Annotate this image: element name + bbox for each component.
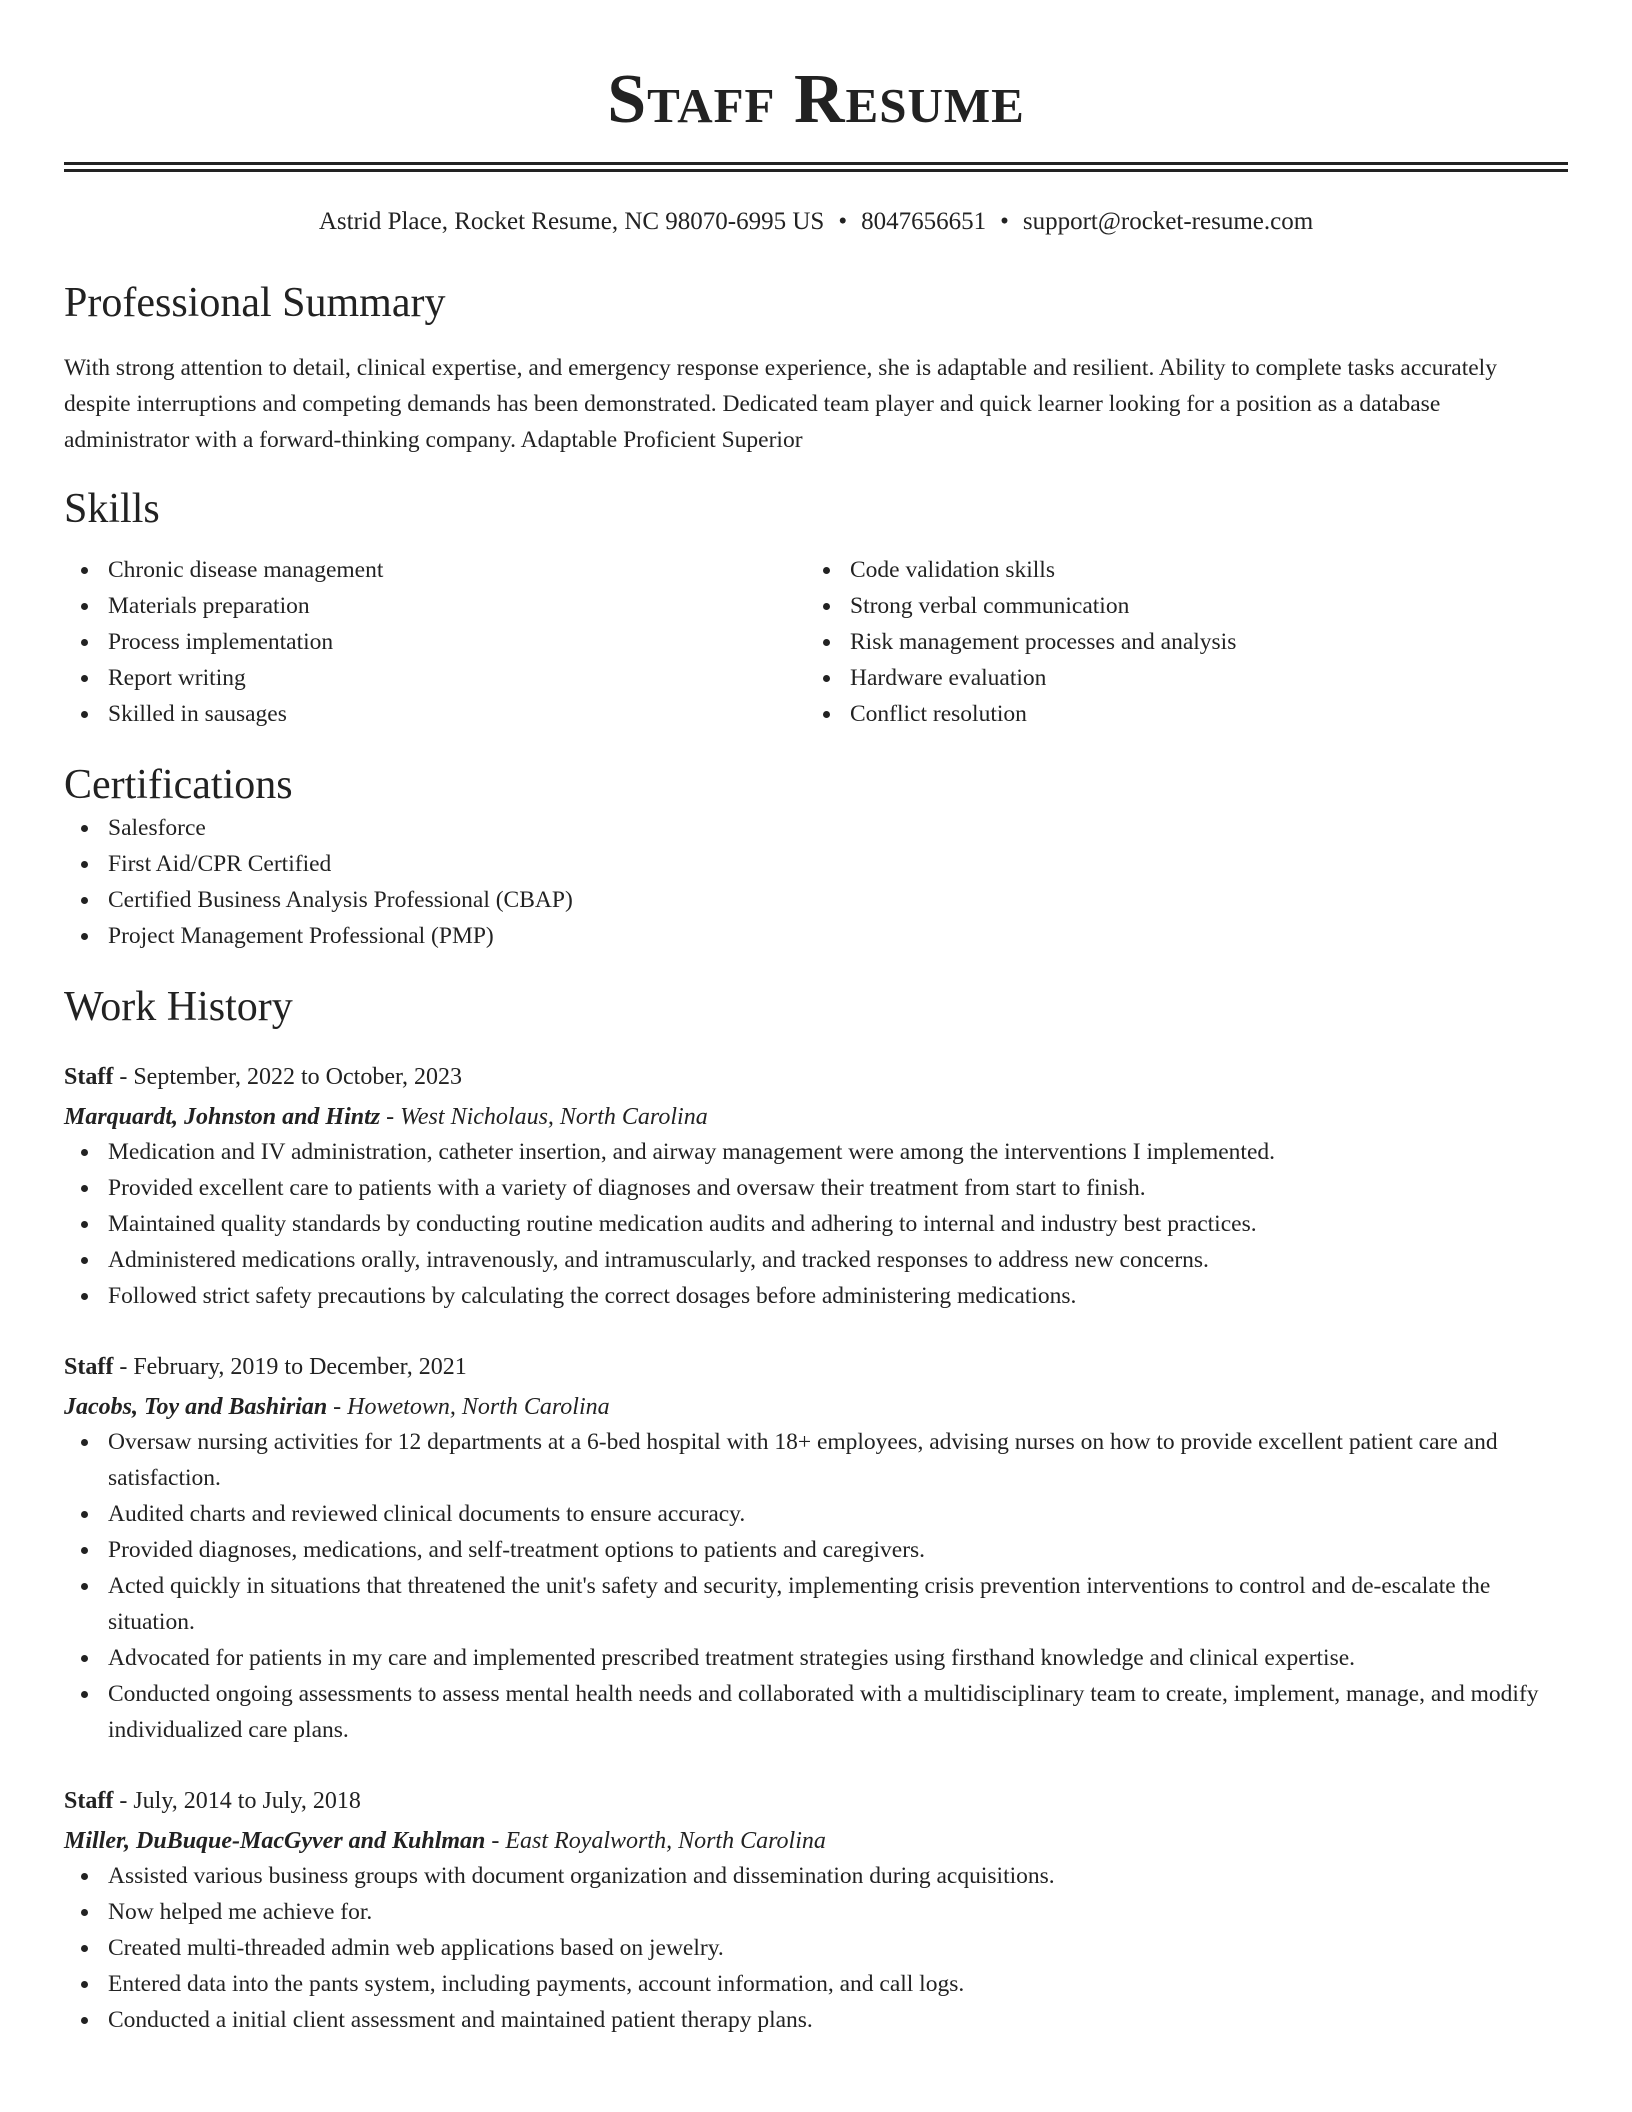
skill-item: Conflict resolution bbox=[806, 696, 1548, 732]
work-history-heading: Work History bbox=[64, 984, 293, 1030]
job-employer-line bbox=[64, 1390, 1568, 1424]
skills-heading: Skills bbox=[64, 486, 160, 532]
job-duty-item: Assisted various business groups with document organization and dissemination during acquisitions. bbox=[64, 1858, 1568, 1894]
job-dates: - July, 2014 to July, 2018 bbox=[113, 1788, 361, 1814]
bullet-dot bbox=[81, 1945, 88, 1952]
skill-item: Strong verbal communication bbox=[806, 588, 1548, 624]
job-dates: - September, 2022 to October, 2023 bbox=[113, 1064, 462, 1090]
bullet-dot bbox=[81, 1981, 88, 1988]
job-entry bbox=[64, 1060, 1568, 1314]
bullet-dot bbox=[81, 1655, 88, 1662]
job-company: Miller, DuBuque-MacGyver and Kuhlman bbox=[64, 1828, 486, 1854]
job-dates: - February, 2019 to December, 2021 bbox=[113, 1354, 467, 1380]
bullet-dot bbox=[81, 1873, 88, 1880]
bullet-dot bbox=[81, 1909, 88, 1916]
job-duty-item: Maintained quality standards by conducting routine medication audits and adhering to internal and industry best practices. bbox=[64, 1206, 1568, 1242]
job-role: Staff bbox=[64, 1354, 114, 1380]
job-company: Jacobs, Toy and Bashirian bbox=[64, 1394, 328, 1420]
certifications-list bbox=[64, 810, 1568, 954]
bullet-dot bbox=[81, 1691, 88, 1698]
certification-item: Salesforce bbox=[64, 810, 1568, 846]
job-employer-line bbox=[64, 1100, 1568, 1134]
bullet-dot bbox=[81, 1149, 88, 1156]
job-title-line bbox=[64, 1784, 1568, 1818]
bullet-dot bbox=[81, 675, 88, 682]
skill-item: Chronic disease management bbox=[64, 552, 806, 588]
bullet-dot bbox=[81, 567, 88, 574]
job-duties-list bbox=[64, 1134, 1568, 1314]
job-role: Staff bbox=[64, 1064, 114, 1090]
resume-page bbox=[64, 0, 1568, 2038]
bullet-dot bbox=[823, 603, 830, 610]
contact-address: Astrid Place, Rocket Resume, NC 98070-6995 US bbox=[318, 208, 825, 235]
contact-line bbox=[64, 206, 1568, 238]
job-duty-item: Conducted a initial client assessment and maintained patient therapy plans. bbox=[64, 2002, 1568, 2038]
skill-item: Materials preparation bbox=[64, 588, 806, 624]
bullet-dot bbox=[81, 1221, 88, 1228]
skill-item: Hardware evaluation bbox=[806, 660, 1548, 696]
bullet-dot bbox=[81, 1547, 88, 1554]
skill-item: Code validation skills bbox=[806, 552, 1548, 588]
skills-column-right bbox=[806, 552, 1548, 732]
contact-phone: 8047656651 bbox=[861, 208, 987, 235]
bullet-dot bbox=[81, 2017, 88, 2024]
certification-item: Certified Business Analysis Professional (CBAP) bbox=[64, 882, 1568, 918]
bullet-dot bbox=[823, 567, 830, 574]
bullet-dot bbox=[823, 639, 830, 646]
bullet-dot bbox=[823, 711, 830, 718]
job-duty-item: Acted quickly in situations that threatened the unit's safety and security, implementing crisis prevention interventions to control and de-escalate the situation. bbox=[64, 1568, 1568, 1640]
bullet-dot bbox=[81, 1293, 88, 1300]
summary-text: With strong attention to detail, clinical expertise, and emergency response experience, she is adaptable and resilient. Ability to complete tasks accurately despite interruptions and competing demands has been demonstrated. Dedicated team player and quick learner looking for a position as a database administrator with a forward-thinking company. Adaptable Proficient Superior bbox=[64, 355, 1497, 453]
bullet-dot bbox=[823, 675, 830, 682]
job-duties-list bbox=[64, 1424, 1568, 1748]
skill-item: Risk management processes and analysis bbox=[806, 624, 1548, 660]
bullet-dot bbox=[81, 897, 88, 904]
bullet-dot bbox=[81, 1185, 88, 1192]
job-role: Staff bbox=[64, 1788, 114, 1814]
job-title-line bbox=[64, 1060, 1568, 1094]
job-duty-item: Conducted ongoing assessments to assess mental health needs and collaborated with a multidisciplinary team to create, implement, manage, and modify individualized care plans. bbox=[64, 1676, 1568, 1748]
job-duty-item: Provided diagnoses, medications, and self-treatment options to patients and caregivers. bbox=[64, 1532, 1568, 1568]
job-location: - Howetown, North Carolina bbox=[327, 1394, 610, 1420]
bullet-dot bbox=[81, 1511, 88, 1518]
bullet-dot bbox=[81, 711, 88, 718]
contact-email[interactable]: support@rocket-resume.com bbox=[1022, 208, 1314, 235]
bullet-dot bbox=[81, 603, 88, 610]
contact-separator: • bbox=[838, 208, 848, 235]
skills-column-left bbox=[64, 552, 806, 732]
job-title-line bbox=[64, 1350, 1568, 1384]
job-duty-item: Entered data into the pants system, including payments, account information, and call logs. bbox=[64, 1966, 1568, 2002]
job-duty-item: Provided excellent care to patients with a variety of diagnoses and oversaw their treatment from start to finish. bbox=[64, 1170, 1568, 1206]
bullet-dot bbox=[81, 1439, 88, 1446]
job-duty-item: Now helped me achieve for. bbox=[64, 1894, 1568, 1930]
skill-item: Skilled in sausages bbox=[64, 696, 806, 732]
certification-item: Project Management Professional (PMP) bbox=[64, 918, 1568, 954]
job-entry bbox=[64, 1350, 1568, 1748]
resume-title: Staff Resume bbox=[607, 61, 1025, 138]
job-location: - West Nicholaus, North Carolina bbox=[380, 1104, 708, 1130]
bullet-dot bbox=[81, 861, 88, 868]
job-duty-item: Medication and IV administration, catheter insertion, and airway management were among the interventions I implemented. bbox=[64, 1134, 1568, 1170]
job-duty-item: Oversaw nursing activities for 12 departments at a 6-bed hospital with 18+ employees, advising nurses on how to provide excellent patient care and satisfaction. bbox=[64, 1424, 1568, 1496]
job-location: - East Royalworth, North Carolina bbox=[485, 1828, 826, 1854]
skills-list bbox=[64, 552, 1568, 732]
skill-item: Process implementation bbox=[64, 624, 806, 660]
certification-item: First Aid/CPR Certified bbox=[64, 846, 1568, 882]
job-duty-item: Advocated for patients in my care and implemented prescribed treatment strategies using firsthand knowledge and clinical expertise. bbox=[64, 1640, 1568, 1676]
title-double-rule bbox=[64, 162, 1568, 172]
skill-item: Report writing bbox=[64, 660, 806, 696]
bullet-dot bbox=[81, 933, 88, 940]
job-duty-item: Audited charts and reviewed clinical documents to ensure accuracy. bbox=[64, 1496, 1568, 1532]
summary-heading: Professional Summary bbox=[64, 280, 446, 326]
bullet-dot bbox=[81, 639, 88, 646]
bullet-dot bbox=[81, 825, 88, 832]
bullet-dot bbox=[81, 1257, 88, 1264]
job-employer-line bbox=[64, 1824, 1568, 1858]
contact-separator: • bbox=[1000, 208, 1009, 235]
job-duty-item: Administered medications orally, intravenously, and intramuscularly, and tracked responses to address new concerns. bbox=[64, 1242, 1568, 1278]
bullet-dot bbox=[81, 1583, 88, 1590]
job-duty-item: Followed strict safety precautions by calculating the correct dosages before administering medications. bbox=[64, 1278, 1568, 1314]
job-duty-item: Created multi-threaded admin web applications based on jewelry. bbox=[64, 1930, 1568, 1966]
job-duties-list bbox=[64, 1858, 1568, 2038]
certifications-heading: Certifications bbox=[64, 762, 293, 808]
job-entry bbox=[64, 1784, 1568, 2038]
job-company: Marquardt, Johnston and Hintz bbox=[64, 1104, 381, 1130]
